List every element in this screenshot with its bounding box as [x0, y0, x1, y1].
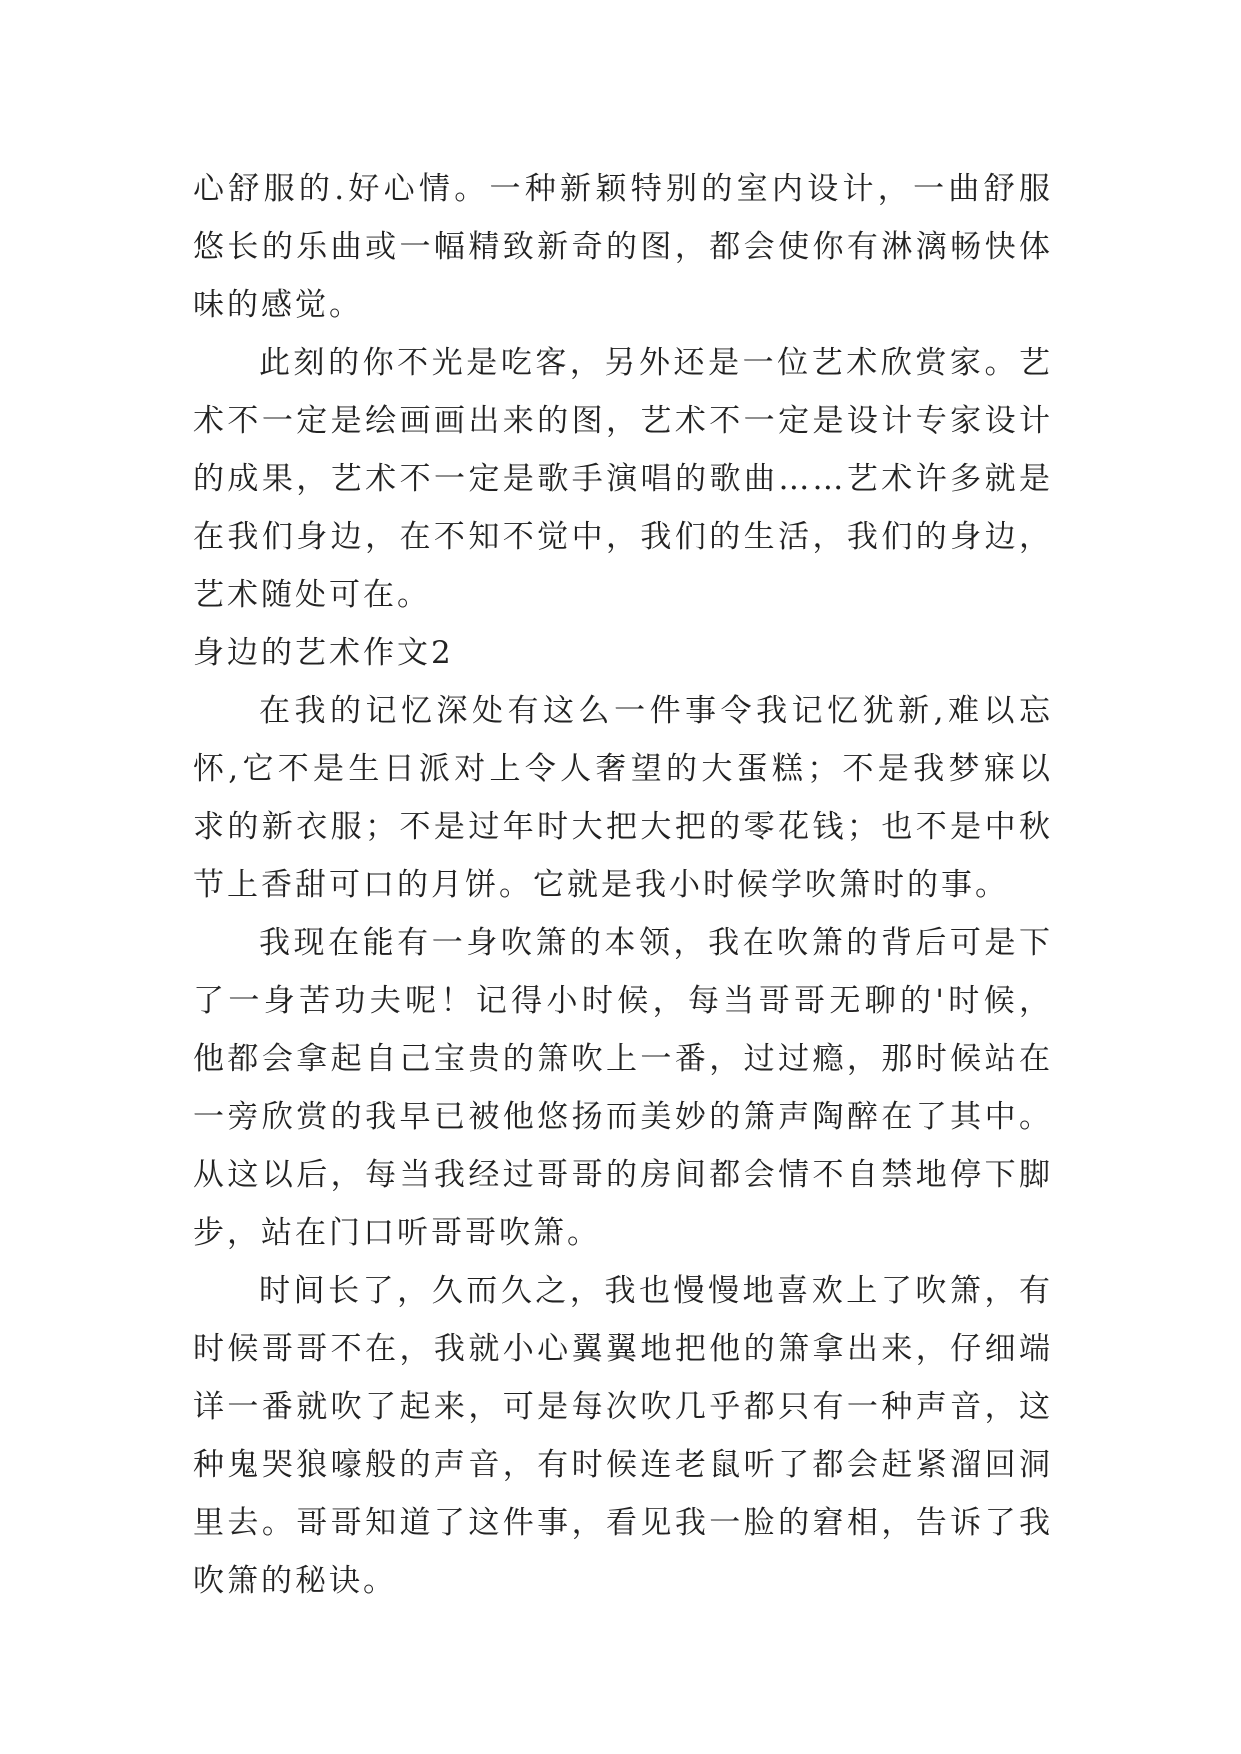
- document-body: [193, 160, 1053, 1610]
- paragraph-art-appreciator: 此刻的你不光是吃客，另外还是一位艺术欣赏家。艺术不一定是绘画画出来的图，艺术不一定是设计专家设计的成果，艺术不一定是歌手演唱的歌曲……艺术许多就是在我们身边，在不知不觉中，我们的生活，我们的身边，艺术随处可在。: [193, 345, 1053, 613]
- paragraph-learning-flute: 时间长了，久而久之，我也慢慢地喜欢上了吹箫，有时候哥哥不在，我就小心翼翼地把他的箫拿出来，仔细端详一番就吹了起来，可是每次吹几乎都只有一种声音，这种鬼哭狼嚎般的声音，有时候连老鼠听了都会赶紧溜回洞里去。哥哥知道了这件事，看见我一脸的窘相，告诉了我吹箫的秘诀。: [193, 1273, 1053, 1599]
- paragraph-artistic-feeling: 心舒服的.好心情。一种新颖特别的室内设计，一曲舒服悠长的乐曲或一幅精致新奇的图，都会使你有淋漓畅快体味的感觉。: [193, 171, 1053, 323]
- section-title: 身边的艺术作文2: [193, 635, 454, 671]
- paragraph-memory: 在我的记忆深处有这么一件事令我记忆犹新,难以忘怀,它不是生日派对上令人奢望的大蛋糕；不是我梦寐以求的新衣服；不是过年时大把大把的零花钱；也不是中秋节上香甜可口的月饼。它就是我小时候学吹箫时的事。: [193, 693, 1053, 903]
- paragraph-brother-flute: 我现在能有一身吹箫的本领，我在吹箫的背后可是下了一身苦功夫呢！记得小时候，每当哥哥无聊的'时候，他都会拿起自己宝贵的箫吹上一番，过过瘾，那时候站在一旁欣赏的我早已被他悠扬而美妙的箫声陶醉在了其中。从这以后，每当我经过哥哥的房间都会情不自禁地停下脚步，站在门口听哥哥吹箫。: [193, 925, 1053, 1251]
